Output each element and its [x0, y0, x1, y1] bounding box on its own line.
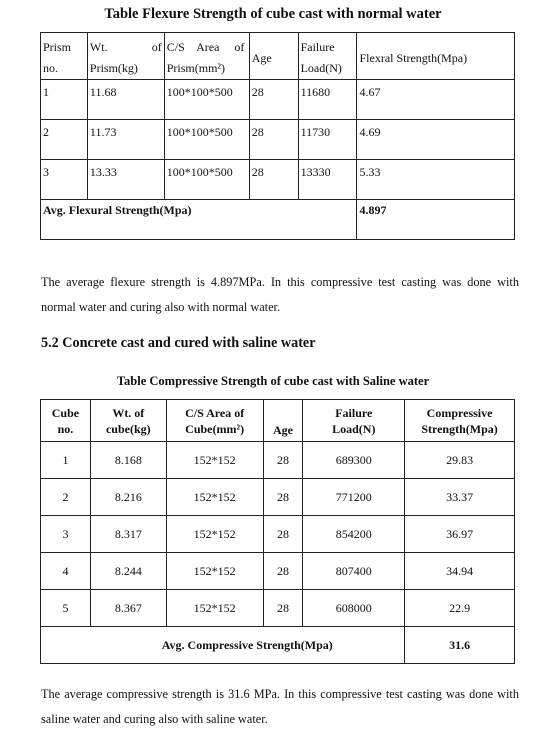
header-cube-no — [41, 400, 91, 442]
cell-weight: 11.68 — [87, 80, 164, 120]
header-line: Prism — [43, 40, 72, 54]
cell-weight: 11.73 — [87, 120, 164, 160]
cell-cs-area: 152*152 — [166, 442, 263, 479]
cell-strength: 4.67 — [357, 80, 515, 120]
average-empty-cell — [41, 627, 91, 664]
flexure-paragraph — [41, 270, 519, 320]
header-line: Cube(mm²) — [185, 421, 245, 436]
cell-no: 3 — [41, 516, 91, 553]
cell-weight: 8.317 — [90, 516, 166, 553]
paragraph-line: normal water and curing also with normal water. — [41, 300, 281, 314]
header-line: Load(N) — [332, 421, 376, 436]
header-failure-load — [303, 400, 405, 442]
table-header-row — [41, 33, 515, 80]
compressive-paragraph — [41, 682, 519, 732]
average-row — [41, 627, 515, 664]
header-line: Prism(mm²) — [166, 61, 226, 75]
header-cs-area — [166, 400, 263, 442]
table-row — [41, 553, 515, 590]
header-line: cube(kg) — [105, 421, 151, 436]
cell-cs-area: 152*152 — [166, 479, 263, 516]
table-row — [41, 479, 515, 516]
compressive-strength-table — [40, 399, 515, 664]
paragraph-line: saline water and curing also with saline water. — [41, 712, 268, 726]
header-line: Flexral Strength(Mpa) — [359, 50, 468, 65]
header-line: Wt. of — [112, 405, 145, 420]
cell-failure-load: 11680 — [298, 80, 357, 120]
header-age — [263, 400, 303, 442]
average-value: 4.897 — [357, 200, 515, 240]
cell-cs-area: 152*152 — [166, 516, 263, 553]
cell-no: 5 — [41, 590, 91, 627]
header-line: Cube — [51, 405, 80, 420]
cell-no: 3 — [41, 160, 88, 200]
header-line: Strength(Mpa) — [421, 421, 498, 436]
cell-age: 28 — [263, 590, 303, 627]
cell-strength: 29.83 — [405, 442, 515, 479]
paragraph-line: The average compressive strength is 31.6 MPa. In this compressive test casting was done with — [41, 687, 519, 701]
header-age — [249, 33, 298, 80]
cell-weight: 13.33 — [87, 160, 164, 200]
cell-age: 28 — [249, 160, 298, 200]
cell-strength: 5.33 — [357, 160, 515, 200]
cell-cs-area: 152*152 — [166, 590, 263, 627]
header-line: Failure — [335, 405, 373, 420]
average-label: Avg. Flexural Strength(Mpa) — [41, 200, 357, 240]
cell-strength: 33.37 — [405, 479, 515, 516]
table-header-row — [41, 400, 515, 442]
cell-cs-area: 100*100*500 — [164, 80, 249, 120]
cell-age: 28 — [263, 553, 303, 590]
table-row — [41, 160, 515, 200]
paragraph-line: The average flexure strength is 4.897MPa. In this compressive test casting was done with — [41, 275, 519, 289]
cell-cs-area: 100*100*500 — [164, 120, 249, 160]
header-cs-area — [164, 33, 249, 80]
header-weight — [87, 33, 164, 80]
average-label: Avg. Compressive Strength(Mpa) — [90, 627, 404, 664]
cell-failure-load: 771200 — [303, 479, 405, 516]
header-line: Prism(kg) — [89, 61, 138, 75]
header-line: Compressive — [426, 405, 493, 420]
average-value: 31.6 — [405, 627, 515, 664]
cell-no: 2 — [41, 120, 88, 160]
cell-failure-load: 608000 — [303, 590, 405, 627]
cell-weight: 8.244 — [90, 553, 166, 590]
header-line: Wt. — [89, 40, 108, 54]
header-line: Failure — [300, 40, 335, 54]
table-row — [41, 442, 515, 479]
table2-title: Table Compressive Strength of cube cast with Saline water — [116, 374, 430, 388]
header-line: C/S Area of — [185, 405, 245, 420]
cell-no: 2 — [41, 479, 91, 516]
table1-title: Table Flexure Strength of cube cast with normal water — [104, 6, 442, 22]
header-line: Age — [251, 50, 272, 65]
cell-no: 1 — [41, 442, 91, 479]
header-line: Age — [272, 423, 293, 437]
cell-age: 28 — [249, 120, 298, 160]
header-failure-load — [298, 33, 357, 80]
cell-failure-load: 854200 — [303, 516, 405, 553]
header-line: no. — [43, 61, 58, 75]
cell-age: 28 — [263, 442, 303, 479]
cell-cs-area: 152*152 — [166, 553, 263, 590]
average-row — [41, 200, 515, 240]
cell-age: 28 — [263, 516, 303, 553]
header-weight — [90, 400, 166, 442]
header-flexural-strength — [357, 33, 515, 80]
section-heading: 5.2 Concrete cast and cured with saline water — [41, 335, 316, 351]
cell-no: 1 — [41, 80, 88, 120]
cell-cs-area: 100*100*500 — [164, 160, 249, 200]
header-line: no. — [57, 421, 74, 436]
cell-failure-load: 11730 — [298, 120, 357, 160]
header-line: of — [151, 40, 162, 54]
header-prism-no — [41, 33, 88, 80]
cell-failure-load: 13330 — [298, 160, 357, 200]
header-line: Load(N) — [300, 61, 342, 75]
table-row — [41, 590, 515, 627]
header-line: C/S Area of — [166, 40, 245, 54]
table-row — [41, 516, 515, 553]
cell-age: 28 — [249, 80, 298, 120]
cell-weight: 8.367 — [90, 590, 166, 627]
cell-weight: 8.216 — [90, 479, 166, 516]
cell-age: 28 — [263, 479, 303, 516]
table-row — [41, 120, 515, 160]
cell-weight: 8.168 — [90, 442, 166, 479]
cell-failure-load: 807400 — [303, 553, 405, 590]
cell-strength: 36.97 — [405, 516, 515, 553]
header-compressive-strength — [405, 400, 515, 442]
cell-no: 4 — [41, 553, 91, 590]
cell-strength: 4.69 — [357, 120, 515, 160]
flexure-strength-table — [40, 32, 515, 240]
table-row — [41, 80, 515, 120]
cell-strength: 22.9 — [405, 590, 515, 627]
cell-strength: 34.94 — [405, 553, 515, 590]
cell-failure-load: 689300 — [303, 442, 405, 479]
